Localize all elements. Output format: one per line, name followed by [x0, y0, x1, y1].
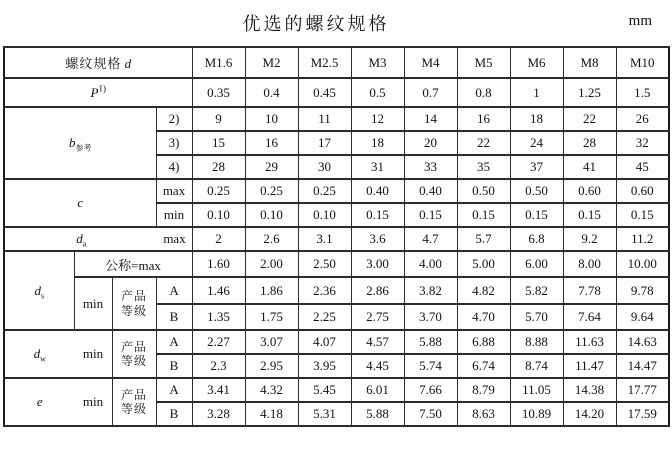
value-cell: 2.86	[351, 277, 404, 304]
value-cell: 5.88	[351, 402, 404, 426]
dw-min-a-row	[4, 330, 669, 354]
value-cell: 0.35	[192, 78, 245, 107]
b-label-cell	[4, 107, 156, 179]
value-cell: 10	[245, 107, 298, 131]
e-variable-wrap	[5, 394, 75, 410]
column-header: M8	[563, 47, 616, 78]
column-header: M2.5	[298, 47, 351, 78]
value-cell: 32	[616, 131, 669, 155]
value-cell: 0.40	[404, 179, 457, 203]
dw-grade-a-key: A	[156, 330, 192, 354]
value-cell: 10.00	[616, 251, 669, 277]
value-cell: 8.79	[457, 378, 510, 402]
value-cell: 11.2	[616, 227, 669, 251]
value-cell: 0.10	[298, 203, 351, 227]
grade-label-line1: 产品	[120, 387, 147, 402]
value-cell: 18	[510, 107, 563, 131]
value-cell: 0.25	[245, 179, 298, 203]
value-cell: 14.20	[563, 402, 616, 426]
value-cell: 3.28	[192, 402, 245, 426]
value-cell: 1	[510, 78, 563, 107]
dw-grade-cell	[112, 330, 156, 378]
e-variable: e	[36, 394, 43, 409]
e-min-a-row	[4, 378, 669, 402]
value-cell: 0.50	[510, 179, 563, 203]
value-cell: 4.82	[457, 277, 510, 304]
value-cell: 0.25	[192, 179, 245, 203]
ds-grade-b-key: B	[156, 304, 192, 330]
value-cell: 6.8	[510, 227, 563, 251]
b-variable: b	[69, 135, 76, 150]
value-cell: 2.25	[298, 304, 351, 330]
value-cell: 2.3	[192, 354, 245, 378]
ds-subscript: s	[40, 291, 45, 301]
value-cell: 41	[563, 155, 616, 179]
value-cell: 2.27	[192, 330, 245, 354]
column-header: M6	[510, 47, 563, 78]
value-cell: 26	[616, 107, 669, 131]
value-cell: 4.07	[298, 330, 351, 354]
value-cell: 7.66	[404, 378, 457, 402]
value-cell: 5.74	[404, 354, 457, 378]
value-cell: 31	[351, 155, 404, 179]
spec-label: 螺纹规格	[65, 56, 122, 71]
value-cell: 20	[404, 131, 457, 155]
value-cell: 6.00	[510, 251, 563, 277]
value-cell: 0.15	[457, 203, 510, 227]
value-cell: 0.15	[404, 203, 457, 227]
spec-label-cell	[4, 47, 192, 78]
ds-nominal-row	[4, 251, 669, 277]
value-cell: 6.01	[351, 378, 404, 402]
value-cell: 0.15	[616, 203, 669, 227]
value-cell: 1.75	[245, 304, 298, 330]
value-cell: 8.00	[563, 251, 616, 277]
value-cell: 5.31	[298, 402, 351, 426]
value-cell: 6.74	[457, 354, 510, 378]
ds-min-a-row	[4, 277, 669, 304]
value-cell: 4.57	[351, 330, 404, 354]
value-cell: 9	[192, 107, 245, 131]
ds-nominal-key: 公称=max	[74, 251, 192, 277]
value-cell: 2	[192, 227, 245, 251]
value-cell: 8.63	[457, 402, 510, 426]
value-cell: 4.18	[245, 402, 298, 426]
value-cell: 1.86	[245, 277, 298, 304]
value-cell: 15	[192, 131, 245, 155]
value-cell: 3.82	[404, 277, 457, 304]
value-cell: 2.95	[245, 354, 298, 378]
pitch-footnote: 1)	[98, 83, 106, 94]
value-cell: 2.36	[298, 277, 351, 304]
value-cell: 11.63	[563, 330, 616, 354]
value-cell: 3.07	[245, 330, 298, 354]
unit-label: mm	[628, 13, 652, 29]
value-cell: 11.47	[563, 354, 616, 378]
value-cell: 28	[192, 155, 245, 179]
thread-spec-table	[3, 46, 670, 427]
value-cell: 22	[563, 107, 616, 131]
dw-label-split	[5, 346, 112, 362]
value-cell: 0.10	[245, 203, 298, 227]
grade-label-line1: 产品	[120, 339, 147, 354]
value-cell: 10.89	[510, 402, 563, 426]
value-cell: 3.6	[351, 227, 404, 251]
value-cell: 45	[616, 155, 669, 179]
value-cell: 4.70	[457, 304, 510, 330]
value-cell: 2.50	[298, 251, 351, 277]
value-cell: 35	[457, 155, 510, 179]
value-cell: 33	[404, 155, 457, 179]
value-cell: 29	[245, 155, 298, 179]
value-cell: 4.32	[245, 378, 298, 402]
b-row-2	[4, 107, 669, 131]
value-cell: 17.59	[616, 402, 669, 426]
value-cell: 0.60	[563, 179, 616, 203]
e-min-key: min	[82, 394, 104, 409]
da-subscript: a	[82, 239, 87, 249]
b-key-2: 2)	[156, 107, 192, 131]
value-cell: 12	[351, 107, 404, 131]
value-cell: 3.1	[298, 227, 351, 251]
value-cell: 0.45	[298, 78, 351, 107]
value-cell: 0.5	[351, 78, 404, 107]
column-header: M4	[404, 47, 457, 78]
dw-label-cell	[4, 330, 112, 378]
value-cell: 8.74	[510, 354, 563, 378]
value-cell: 0.50	[457, 179, 510, 203]
title-row	[0, 0, 672, 46]
da-max-row	[4, 227, 669, 251]
value-cell: 0.10	[192, 203, 245, 227]
value-cell: 17.77	[616, 378, 669, 402]
value-cell: 0.8	[457, 78, 510, 107]
ds-grade-cell	[112, 277, 156, 330]
b-key-3: 3)	[156, 131, 192, 155]
value-cell: 5.88	[404, 330, 457, 354]
e-grade-cell	[112, 378, 156, 426]
value-cell: 37	[510, 155, 563, 179]
b-subscript: 参考	[75, 143, 92, 153]
c-min-key: min	[156, 203, 192, 227]
value-cell: 9.2	[563, 227, 616, 251]
da-max-key: max	[163, 231, 186, 246]
e-grade-b-key: B	[156, 402, 192, 426]
value-cell: 3.00	[351, 251, 404, 277]
e-label-cell	[4, 378, 112, 426]
value-cell: 1.60	[192, 251, 245, 277]
da-label-split	[5, 231, 192, 247]
value-cell: 17	[298, 131, 351, 155]
column-header: M1.6	[192, 47, 245, 78]
value-cell: 0.25	[298, 179, 351, 203]
grade-label-line2: 等级	[120, 354, 147, 368]
column-header: M10	[616, 47, 669, 78]
column-header: M3	[351, 47, 404, 78]
value-cell: 3.41	[192, 378, 245, 402]
dw-min-key: min	[82, 346, 104, 361]
dw-subscript: w	[40, 354, 46, 364]
da-variable-wrap	[5, 231, 158, 247]
value-cell: 5.7	[457, 227, 510, 251]
value-cell: 0.15	[510, 203, 563, 227]
value-cell: 14.38	[563, 378, 616, 402]
column-header: M2	[245, 47, 298, 78]
value-cell: 14.47	[616, 354, 669, 378]
e-label-split	[5, 394, 112, 410]
ds-grade-a-key: A	[156, 277, 192, 304]
value-cell: 1.5	[616, 78, 669, 107]
value-cell: 4.7	[404, 227, 457, 251]
header-row	[4, 47, 669, 78]
value-cell: 5.70	[510, 304, 563, 330]
value-cell: 11	[298, 107, 351, 131]
pitch-row	[4, 78, 669, 107]
da-variable: d	[76, 231, 83, 246]
value-cell: 0.4	[245, 78, 298, 107]
value-cell: 2.6	[245, 227, 298, 251]
value-cell: 1.25	[563, 78, 616, 107]
value-cell: 28	[563, 131, 616, 155]
c-label-cell	[4, 179, 156, 227]
value-cell: 5.82	[510, 277, 563, 304]
value-cell: 16	[245, 131, 298, 155]
value-cell: 11.05	[510, 378, 563, 402]
value-cell: 0.7	[404, 78, 457, 107]
value-cell: 0.15	[351, 203, 404, 227]
b-key-4: 4)	[156, 155, 192, 179]
dw-variable: d	[33, 346, 41, 361]
value-cell: 7.50	[404, 402, 457, 426]
column-header: M5	[457, 47, 510, 78]
c-max-key: max	[156, 179, 192, 203]
c-max-row	[4, 179, 669, 203]
value-cell: 7.64	[563, 304, 616, 330]
value-cell: 1.46	[192, 277, 245, 304]
value-cell: 0.15	[563, 203, 616, 227]
grade-label-line1: 产品	[120, 289, 147, 304]
dw-grade-b-key: B	[156, 354, 192, 378]
value-cell: 9.78	[616, 277, 669, 304]
value-cell: 3.95	[298, 354, 351, 378]
value-cell: 5.00	[457, 251, 510, 277]
grade-label-line2: 等级	[120, 402, 147, 416]
value-cell: 30	[298, 155, 351, 179]
grade-label-line2: 等级	[120, 303, 147, 318]
value-cell: 2.75	[351, 304, 404, 330]
value-cell: 9.64	[616, 304, 669, 330]
page-title: 优选的螺纹规格	[242, 14, 390, 34]
spec-variable: d	[124, 56, 132, 71]
ds-variable: d	[34, 282, 41, 298]
value-cell: 5.45	[298, 378, 351, 402]
value-cell: 3.70	[404, 304, 457, 330]
value-cell: 8.88	[510, 330, 563, 354]
value-cell: 14.63	[616, 330, 669, 354]
value-cell: 0.40	[351, 179, 404, 203]
ds-min-key: min	[74, 277, 112, 330]
value-cell: 16	[457, 107, 510, 131]
value-cell: 6.88	[457, 330, 510, 354]
value-cell: 4.00	[404, 251, 457, 277]
value-cell: 1.35	[192, 304, 245, 330]
pitch-variable: P	[90, 84, 99, 100]
value-cell: 24	[510, 131, 563, 155]
value-cell: 14	[404, 107, 457, 131]
value-cell: 4.45	[351, 354, 404, 378]
pitch-label-cell	[4, 78, 192, 107]
value-cell: 18	[351, 131, 404, 155]
dw-variable-wrap	[5, 346, 75, 362]
ds-label-cell	[4, 251, 74, 330]
e-grade-a-key: A	[156, 378, 192, 402]
da-label-cell	[4, 227, 192, 251]
value-cell: 7.78	[563, 277, 616, 304]
value-cell: 2.00	[245, 251, 298, 277]
value-cell: 0.60	[616, 179, 669, 203]
value-cell: 22	[457, 131, 510, 155]
c-variable: c	[77, 195, 84, 210]
